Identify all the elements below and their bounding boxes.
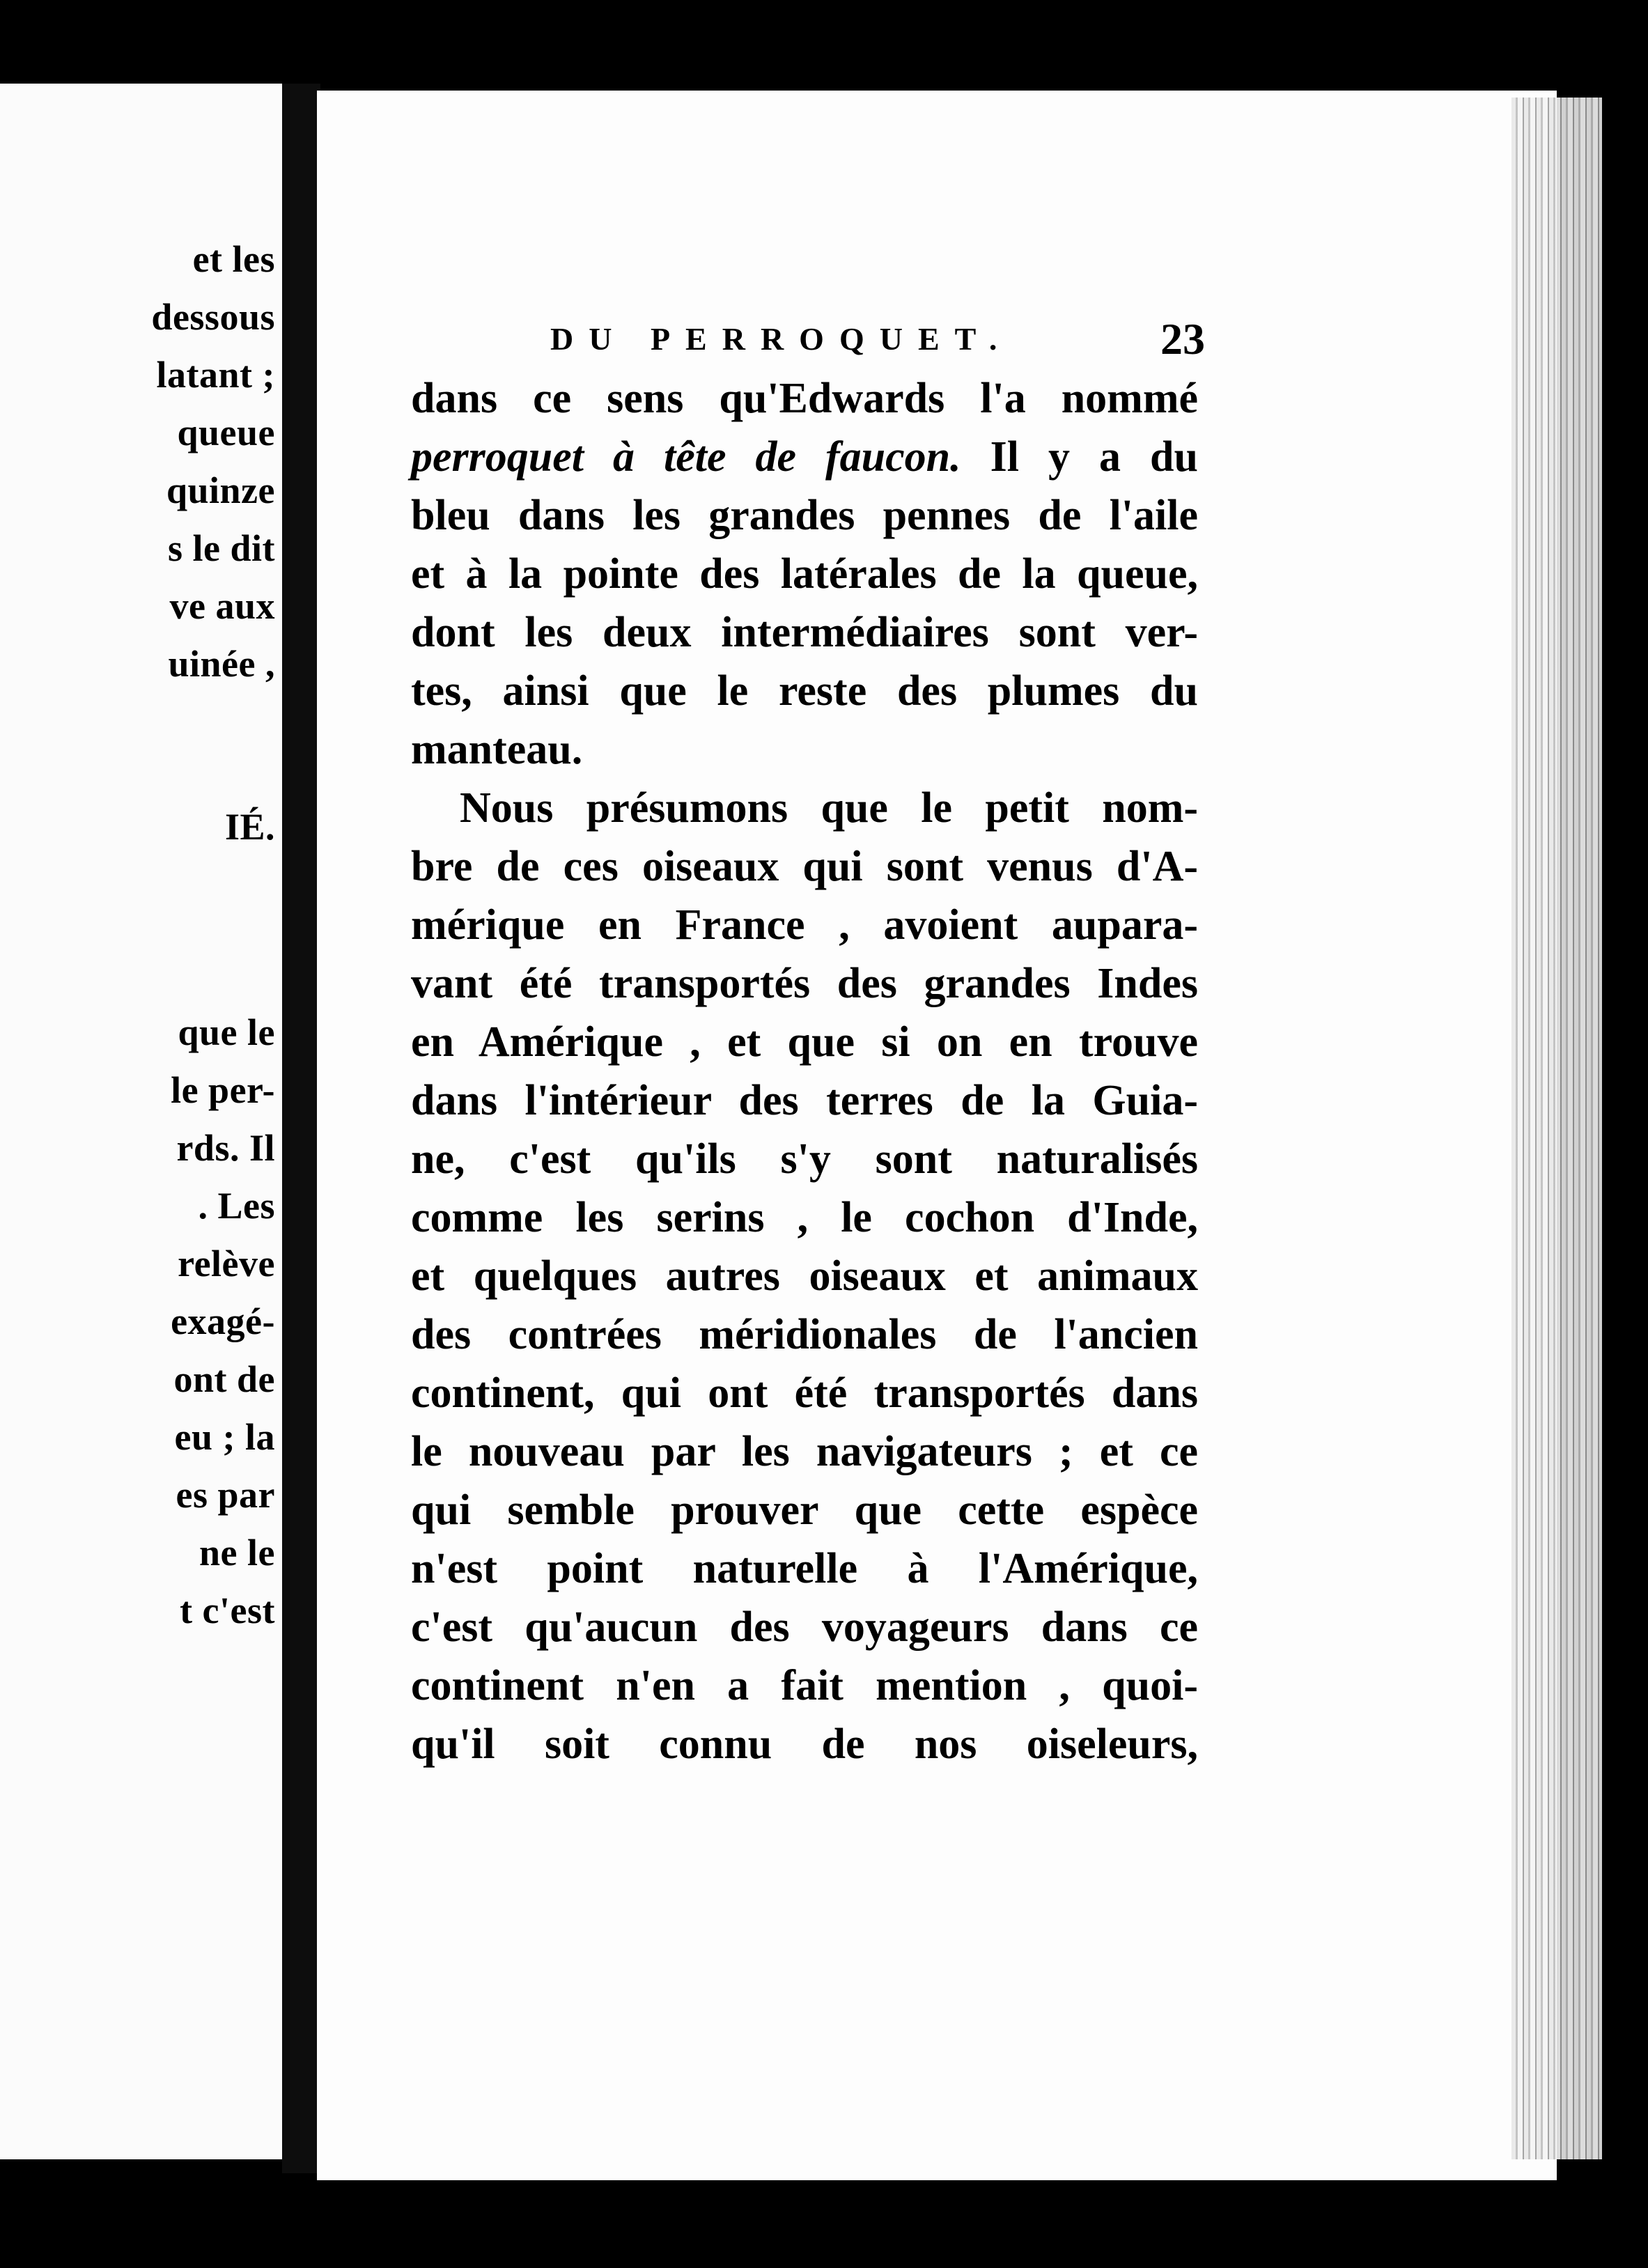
left-page-line: queue — [177, 412, 275, 453]
left-page-line: que le — [178, 1011, 275, 1053]
left-page-line: relève — [178, 1243, 275, 1284]
text-line: qui semble prouver que cette espèce — [411, 1486, 1198, 1534]
left-page — [0, 84, 286, 2159]
left-page-line: IÉ. — [224, 806, 275, 848]
text-line: n'est point naturelle à l'Amérique, — [411, 1545, 1198, 1592]
text-line: le nouveau par les navigateurs ; et ce — [411, 1428, 1198, 1475]
text-line: dont les deux intermédiaires sont ver- — [411, 609, 1198, 656]
left-page-line: es par — [176, 1474, 275, 1516]
text-line: bre de ces oiseaux qui sont venus d'A- — [411, 843, 1198, 890]
text-line: ne, c'est qu'ils s'y sont naturalisés — [411, 1135, 1198, 1183]
left-page-line: quinze — [166, 469, 275, 511]
text-line — [411, 428, 1198, 486]
text-line: et quelques autres oiseaux et animaux — [411, 1252, 1198, 1300]
left-page-line: ve aux — [169, 585, 275, 627]
page-edges — [1511, 98, 1602, 2159]
left-page-line: ont de — [173, 1358, 275, 1400]
text-line: continent n'en a fait mention , quoi- — [411, 1662, 1198, 1709]
left-page-line: uinée , — [168, 643, 275, 685]
text-line: et à la pointe des latérales de la queue, — [411, 550, 1198, 598]
page-number: 23 — [1160, 314, 1205, 364]
text-fragment: Il y a du — [961, 433, 1198, 481]
italic-phrase: perroquet à tête de faucon. — [411, 433, 961, 481]
text-line: Nous présumons que le petit nom- — [460, 784, 1198, 832]
text-line: qu'il soit connu de nos oiseleurs, — [411, 1721, 1198, 1768]
left-page-line: eu ; la — [174, 1416, 275, 1458]
body-text — [411, 369, 1198, 1773]
left-page-line: dessous — [151, 296, 275, 338]
text-line: dans l'intérieur des terres de la Guia- — [411, 1077, 1198, 1124]
left-page-line: s le dit — [167, 527, 275, 569]
left-page-line: t c'est — [180, 1590, 275, 1631]
left-page-line: ne le — [199, 1532, 275, 1574]
left-page-line: exagé- — [171, 1300, 275, 1342]
left-page-line: . Les — [198, 1185, 275, 1227]
running-header — [550, 313, 1205, 362]
left-page-line: rds. Il — [176, 1127, 275, 1169]
text-line: vant été transportés des grandes Indes — [411, 960, 1198, 1007]
text-line: des contrées méridionales de l'ancien — [411, 1311, 1198, 1358]
text-line: tes, ainsi que le reste des plumes du — [411, 667, 1198, 715]
text-line: en Amérique , et que si on en trouve — [411, 1018, 1198, 1066]
text-line: bleu dans les grandes pennes de l'aile — [411, 492, 1198, 539]
text-line: comme les serins , le cochon d'Inde, — [411, 1194, 1198, 1241]
left-page-line: latant ; — [156, 354, 275, 396]
left-page-line: et les — [192, 238, 275, 280]
text-line: manteau. — [411, 726, 583, 773]
left-page-line: le per- — [171, 1069, 275, 1111]
text-line: c'est qu'aucun des voyageurs dans ce — [411, 1603, 1198, 1651]
text-line: continent, qui ont été transportés dans — [411, 1369, 1198, 1417]
running-title: DU PERROQUET. — [550, 321, 1013, 357]
text-line: dans ce sens qu'Edwards l'a nommé — [411, 375, 1198, 422]
book-gutter — [282, 84, 320, 2173]
text-line: mérique en France , avoient aupara- — [411, 901, 1198, 949]
